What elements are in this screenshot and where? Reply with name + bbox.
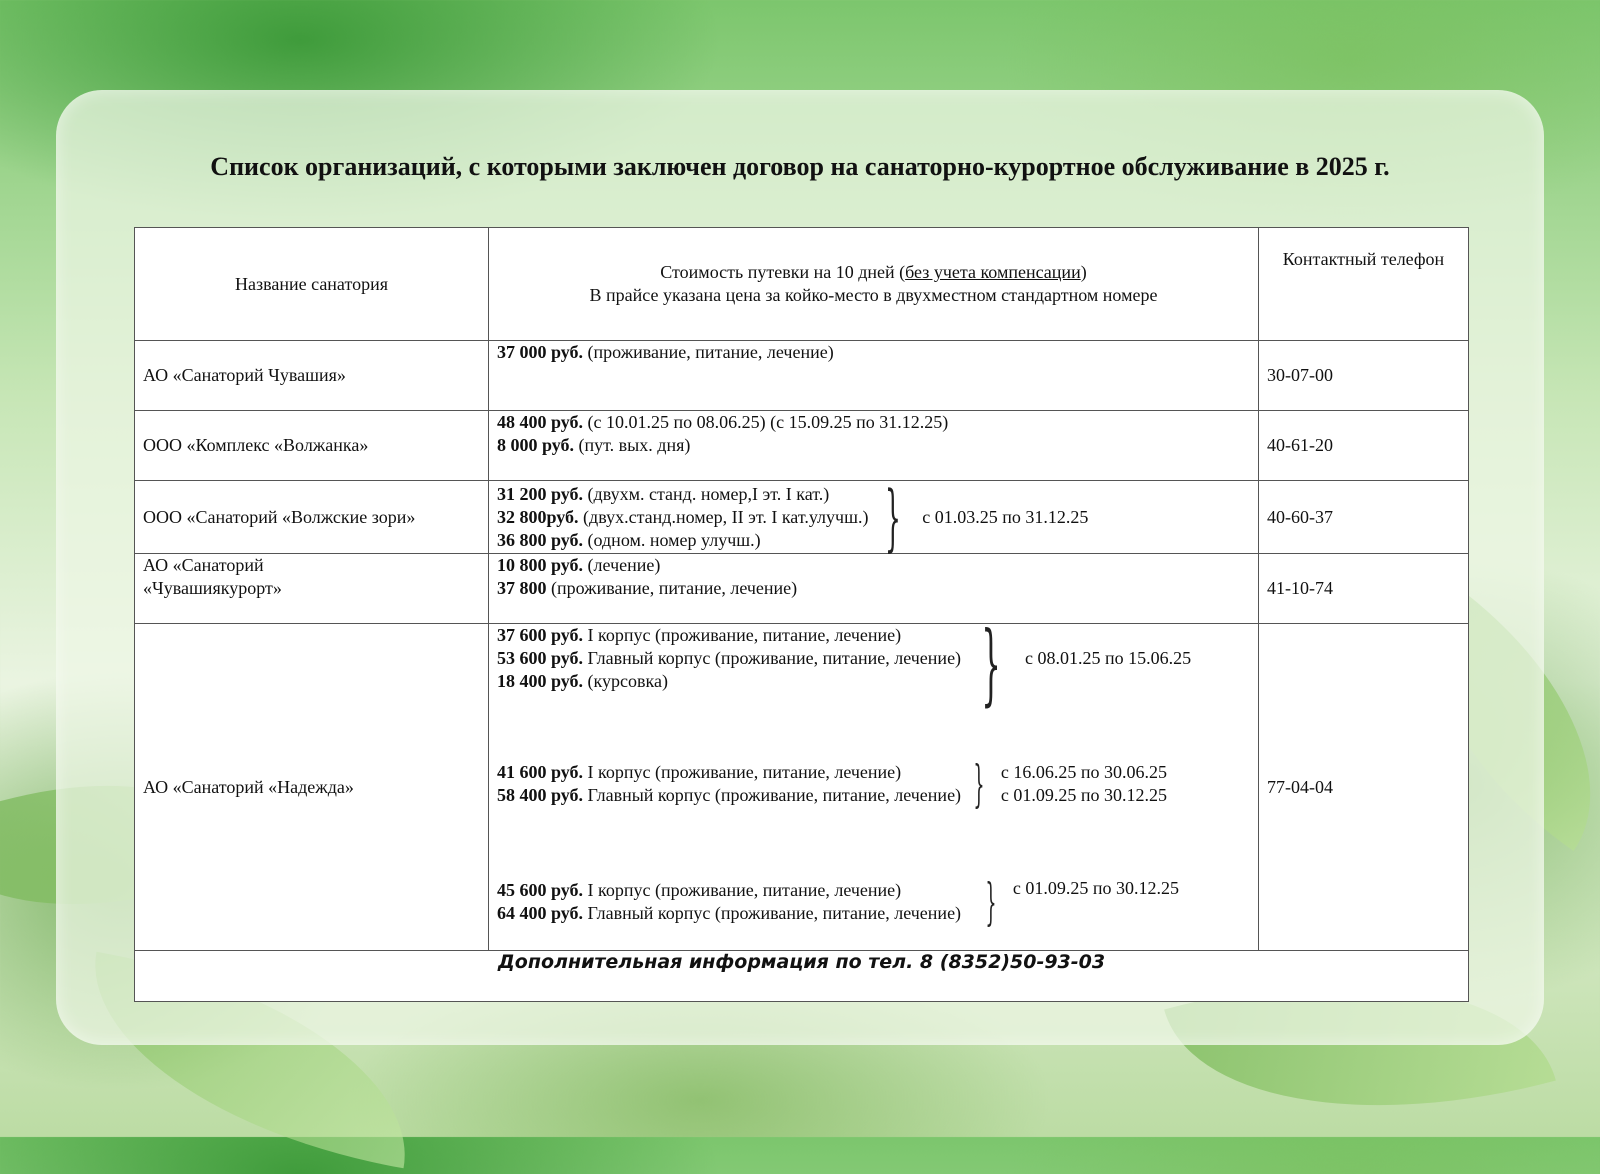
phone-number: 30-07-00 [1259, 341, 1469, 411]
header-cost: Стоимость путевки на 10 дней (без учета компенсации) В прайсе указана цена за койко-место в двухместном стандартном номере [489, 228, 1259, 341]
period-text: с 16.06.25 по 30.06.25 [1000, 762, 1167, 782]
footer-row [135, 951, 1469, 1002]
table-row [135, 341, 1469, 411]
page-title: Список организаций, с которыми заключен договор на санаторно-курортное обслуживание в 2025 г. [210, 152, 1390, 181]
phone-number: 40-60-37 [1259, 481, 1469, 554]
sanatorium-name: ООО «Санаторий «Волжские зори» [135, 481, 489, 554]
brace-icon: } [985, 873, 997, 931]
header-name: Название санатория [135, 228, 489, 341]
brace-icon: } [973, 755, 985, 813]
header-phone: Контактный телефон [1259, 228, 1469, 341]
price-cell: 31 200 руб. (двухм. станд. номер,I эт. I кат.) 32 800руб. (двух.станд.номер, II эт. I кат.улучш.) 36 800 руб. (одном. номер улучш.) } с 01.03.25 по 31.12.25 [489, 481, 1259, 554]
sanatorium-table [134, 227, 1469, 1002]
period-text: с 01.03.25 по 31.12.25 [922, 506, 1089, 527]
price-cell: 37 600 руб. I корпус (проживание, питание, лечение) 53 600 руб. Главный корпус (проживание, питание, лечение) 18 400 руб. (курсовка) } с 08.01.25 по 15.06.25 41 600 руб. I корпус (проживание, питание, лечение) 58 400 руб. Главный корпус (проживание, питание, лечение) } с 16.06.25 по 30.06.25 с 01.09.25 по 30.12.25 45 600 руб. I корпус (проживание, питание, лечение) 64 400 руб. Главный корпус (проживание, питание, лечение) } с 01.09.25 по 30.12.25 [489, 624, 1259, 951]
price-cell: 10 800 руб. (лечение) 37 800 (проживание, питание, лечение) [489, 554, 1259, 624]
table-row [135, 481, 1469, 554]
price-cell: 48 400 руб. (с 10.01.25 по 08.06.25) (с 15.09.25 по 31.12.25) 8 000 руб. (пут. вых. дня) [489, 411, 1259, 481]
sanatorium-name: АО «Санаторий «Чувашиякурорт» [135, 554, 489, 624]
table-row [135, 554, 1469, 624]
brace-icon: } [981, 612, 1001, 715]
period-text: с 01.09.25 по 30.12.25 [1000, 785, 1167, 805]
sanatorium-name: АО «Санаторий Чувашия» [135, 341, 489, 411]
price-cell: 37 000 руб. (проживание, питание, лечение) [489, 341, 1259, 411]
phone-number: 40-61-20 [1259, 411, 1469, 481]
sanatorium-name: АО «Санаторий «Надежда» [135, 624, 489, 951]
period-text: с 08.01.25 по 15.06.25 [1025, 648, 1192, 668]
brace-icon: } [885, 475, 902, 559]
phone-number: 41-10-74 [1259, 554, 1469, 624]
phone-number: 77-04-04 [1259, 624, 1469, 951]
footer-info: Дополнительная информация по тел. 8 (8352)50-93-03 [135, 951, 1469, 1002]
period-text: с 01.09.25 по 30.12.25 [1012, 878, 1179, 898]
table-row [135, 411, 1469, 481]
table-header-row [135, 228, 1469, 341]
sanatorium-name: ООО «Комплекс «Волжанка» [135, 411, 489, 481]
table-row [135, 624, 1469, 951]
